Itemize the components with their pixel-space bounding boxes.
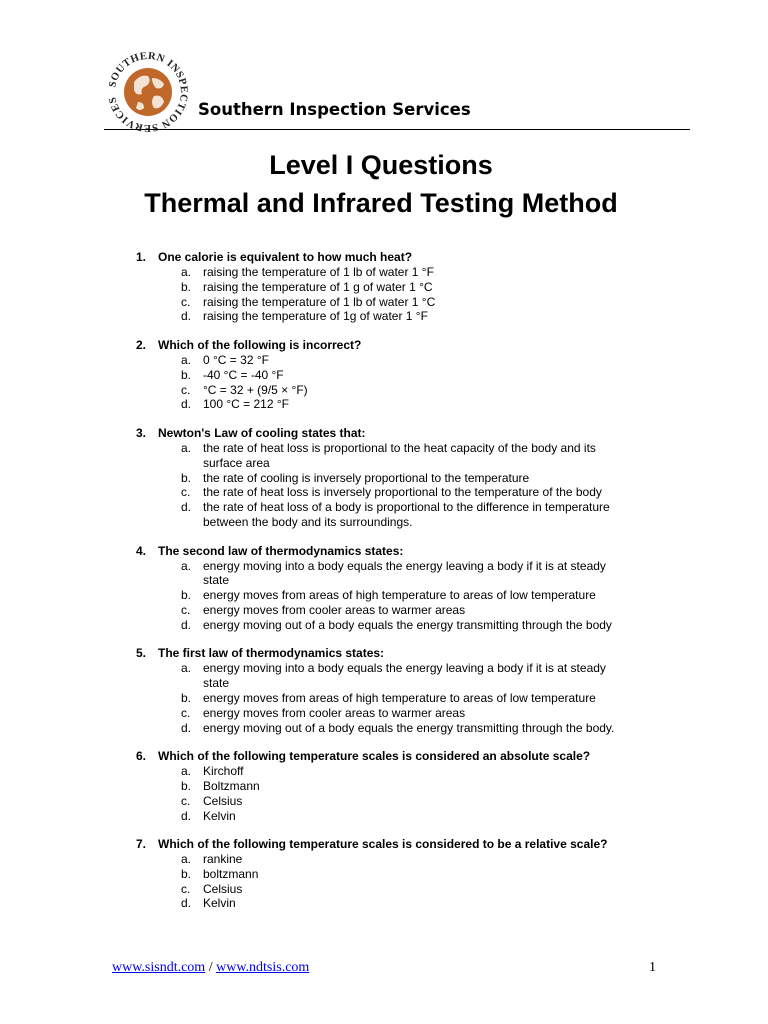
option-letter: b. xyxy=(181,778,192,793)
option-text: energy moves from areas of high temperature to areas of low temperature xyxy=(203,588,596,603)
question-list xyxy=(136,250,636,925)
answer-option xyxy=(136,852,636,867)
answer-option xyxy=(136,618,636,633)
option-text: the rate of heat loss is inversely proportional to the temperature of the body xyxy=(203,485,602,500)
answer-option xyxy=(136,896,636,911)
answer-option xyxy=(136,368,636,383)
answer-option xyxy=(136,265,636,280)
question-block xyxy=(136,837,636,911)
option-letter: d. xyxy=(181,309,192,324)
title-line-2: Thermal and Infrared Testing Method xyxy=(144,188,618,218)
option-text: °C = 32 + (9/5 × °F) xyxy=(203,382,308,397)
answer-option xyxy=(136,441,636,471)
option-text: energy moves from cooler areas to warmer areas xyxy=(203,705,466,720)
answer-option xyxy=(136,721,636,736)
option-letter: d. xyxy=(181,808,192,823)
option-letter: c. xyxy=(181,382,191,397)
option-letter: b. xyxy=(181,588,192,603)
answer-option xyxy=(136,794,636,809)
page-footer xyxy=(112,960,656,980)
answer-option xyxy=(136,353,636,368)
answer-option xyxy=(136,867,636,882)
answer-option xyxy=(136,397,636,412)
answer-option xyxy=(136,309,636,324)
answer-options xyxy=(136,764,636,823)
header-divider xyxy=(104,129,690,130)
option-text: raising the temperature of 1 lb of water 1 °C xyxy=(203,294,436,309)
question-text: Which of the following temperature scales is considered an absolute scale? xyxy=(158,749,591,764)
answer-option xyxy=(136,280,636,295)
option-letter: a. xyxy=(181,852,192,867)
option-letter: c. xyxy=(181,881,191,896)
answer-option xyxy=(136,779,636,794)
answer-options xyxy=(136,353,636,412)
answer-option xyxy=(136,706,636,721)
answer-option xyxy=(136,500,636,530)
question-number: 1. xyxy=(136,250,147,264)
title-line-1: Level I Questions xyxy=(269,150,493,180)
option-text: energy moving out of a body equals the energy transmitting through the body. xyxy=(203,720,615,735)
company-name: Southern Inspection Services xyxy=(198,100,471,119)
option-text: 0 °C = 32 °F xyxy=(203,352,269,367)
option-letter: b. xyxy=(181,279,192,294)
footer-separator: / xyxy=(205,960,217,975)
answer-options xyxy=(136,265,636,324)
website-link-sisndt[interactable]: www.sisndt.com xyxy=(112,960,206,975)
option-letter: b. xyxy=(181,690,192,705)
answer-options xyxy=(136,661,636,735)
company-logo xyxy=(104,48,192,136)
option-letter: c. xyxy=(181,793,191,808)
option-letter: c. xyxy=(181,294,191,309)
option-text: raising the temperature of 1 g of water 1 °C xyxy=(203,279,433,294)
question-number: 7. xyxy=(136,837,147,852)
option-letter: d. xyxy=(181,397,192,412)
answer-options xyxy=(136,441,636,530)
question-heading xyxy=(136,837,636,852)
question-heading xyxy=(136,338,636,353)
option-text: the rate of heat loss is proportional to the heat capacity of the body and its surface area xyxy=(203,440,596,470)
question-number: 3. xyxy=(136,425,147,440)
answer-option xyxy=(136,588,636,603)
question-text: Which of the following temperature scales is considered to be a relative scale? xyxy=(158,837,608,852)
question-block xyxy=(136,426,636,530)
question-heading xyxy=(136,250,636,265)
logo-ring-text: SOUTHERN INSPECTION SERVICES xyxy=(107,50,190,134)
globe-icon xyxy=(124,68,172,116)
option-text: energy moves from cooler areas to warmer areas xyxy=(203,602,466,617)
answer-option xyxy=(136,882,636,897)
question-heading xyxy=(136,426,636,441)
page-header xyxy=(104,48,692,132)
question-text: Which of the following is incorrect? xyxy=(158,337,362,352)
option-text: Kelvin xyxy=(203,896,236,911)
option-text: energy moving out of a body equals the energy transmitting through the body xyxy=(203,617,612,632)
option-letter: d. xyxy=(181,896,192,911)
answer-options xyxy=(136,852,636,911)
option-text: raising the temperature of 1 lb of water 1 °F xyxy=(203,265,434,279)
option-text: 100 °C = 212 °F xyxy=(203,397,289,412)
answer-option xyxy=(136,691,636,706)
question-text: The first law of thermodynamics states: xyxy=(158,646,385,661)
question-text: Newton's Law of cooling states that: xyxy=(158,425,366,440)
option-text: raising the temperature of 1g of water 1 °F xyxy=(203,309,428,324)
question-number: 5. xyxy=(136,646,147,661)
option-text: Celsius xyxy=(203,793,243,808)
option-letter: b. xyxy=(181,470,192,485)
question-text: The second law of thermodynamics states: xyxy=(158,543,404,558)
option-letter: d. xyxy=(181,500,192,515)
option-text: Celsius xyxy=(203,881,243,896)
option-text: energy moving into a body equals the energy leaving a body if it is at steady state xyxy=(203,558,606,588)
question-text: One calorie is equivalent to how much heat? xyxy=(158,250,413,264)
option-text: -40 °C = -40 °F xyxy=(203,367,284,382)
question-number: 2. xyxy=(136,337,147,352)
option-letter: c. xyxy=(181,705,191,720)
page-number: 1 xyxy=(649,960,656,975)
option-letter: a. xyxy=(181,558,192,573)
answer-option xyxy=(136,809,636,824)
answer-option xyxy=(136,485,636,500)
answer-option xyxy=(136,383,636,398)
question-number: 4. xyxy=(136,543,147,558)
document-title xyxy=(0,146,768,222)
option-letter: a. xyxy=(181,661,192,676)
option-letter: d. xyxy=(181,720,192,735)
answer-option xyxy=(136,471,636,486)
option-letter: b. xyxy=(181,866,192,881)
answer-option xyxy=(136,295,636,310)
question-block xyxy=(136,338,636,412)
answer-option xyxy=(136,661,636,691)
website-link-ndtsis[interactable]: www.ndtsis.com xyxy=(216,960,310,975)
answer-option xyxy=(136,764,636,779)
question-block xyxy=(136,250,636,324)
answer-options xyxy=(136,559,636,633)
option-text: boltzmann xyxy=(203,866,259,881)
option-letter: a. xyxy=(181,265,192,279)
option-text: Kelvin xyxy=(203,808,236,823)
option-text: the rate of cooling is inversely proportional to the temperature xyxy=(203,470,530,485)
option-text: the rate of heat loss of a body is proportional to the difference in temperature between the body and its surroundings. xyxy=(203,500,610,529)
question-heading xyxy=(136,544,636,559)
option-text: Boltzmann xyxy=(203,778,260,793)
question-number: 6. xyxy=(136,749,147,764)
option-letter: a. xyxy=(181,440,192,455)
answer-option xyxy=(136,559,636,589)
question-block xyxy=(136,646,636,735)
option-letter: c. xyxy=(181,602,191,617)
option-text: rankine xyxy=(203,852,243,867)
option-letter: a. xyxy=(181,352,192,367)
question-heading xyxy=(136,749,636,764)
option-letter: c. xyxy=(181,485,191,500)
option-letter: b. xyxy=(181,367,192,382)
question-heading xyxy=(136,646,636,661)
option-text: Kirchoff xyxy=(203,764,244,779)
option-text: energy moving into a body equals the energy leaving a body if it is at steady state xyxy=(203,661,606,691)
option-letter: a. xyxy=(181,764,192,779)
option-text: energy moves from areas of high temperature to areas of low temperature xyxy=(203,690,596,705)
answer-option xyxy=(136,603,636,618)
option-letter: d. xyxy=(181,617,192,632)
question-block xyxy=(136,749,636,823)
question-block xyxy=(136,544,636,633)
